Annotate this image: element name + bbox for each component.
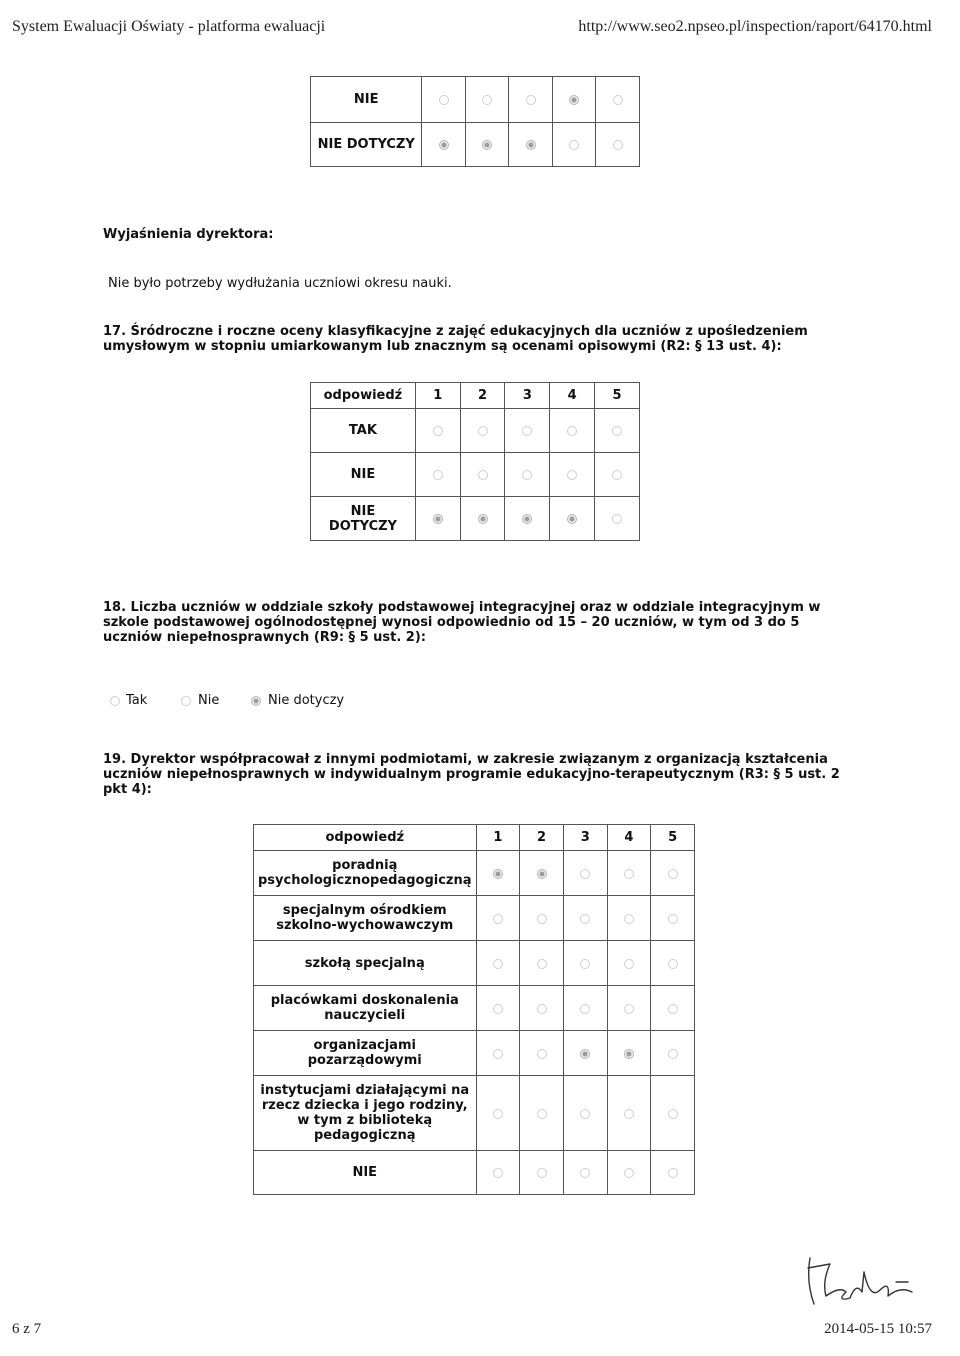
radio-1[interactable] [433, 426, 443, 436]
radio-3[interactable] [526, 95, 536, 105]
radio-5[interactable] [668, 1049, 678, 1059]
q16-row-label: NIE DOTYCZY [311, 123, 422, 167]
page-header-title: System Ewaluacji Oświaty - platforma ewaluacji [12, 18, 326, 35]
print-datetime: 2014-05-15 10:57 [824, 1321, 932, 1337]
radio-3[interactable] [522, 470, 532, 480]
radio-1[interactable] [493, 1109, 503, 1119]
radio-1[interactable] [493, 1004, 503, 1014]
radio-1[interactable] [439, 140, 449, 150]
radio-4[interactable] [624, 959, 634, 969]
col-header-2: 2 [520, 825, 564, 851]
col-header-answer: odpowiedź [254, 825, 477, 851]
q18-radio-nie-dotyczy[interactable] [251, 696, 261, 706]
radio-1[interactable] [493, 914, 503, 924]
q18-radio-tak[interactable] [110, 696, 120, 706]
radio-3[interactable] [580, 869, 590, 879]
radio-5[interactable] [613, 140, 623, 150]
radio-4[interactable] [624, 1168, 634, 1178]
radio-5[interactable] [668, 1168, 678, 1178]
col-header-5: 5 [595, 383, 640, 409]
radio-3[interactable] [580, 1004, 590, 1014]
radio-2[interactable] [478, 470, 488, 480]
q19-text-line2: uczniów niepełnosprawnych w indywidualnym programie edukacyjno-terapeutycznym (R3: § 5 ust. 2 [103, 767, 840, 782]
col-header-1: 1 [415, 383, 460, 409]
radio-3[interactable] [580, 959, 590, 969]
col-header-5: 5 [651, 825, 695, 851]
radio-2[interactable] [537, 1109, 547, 1119]
q19-row-label: instytucjami działającymi na rzecz dziecka i jego rodziny, w tym z biblioteką pedagogiczną [254, 1076, 477, 1151]
q18-option-tak: Tak [126, 693, 148, 708]
radio-4[interactable] [624, 1109, 634, 1119]
q18-text-line1: 18. Liczba uczniów w oddziale szkoły podstawowej integracyjnej oraz w oddziale integracyjnym w [103, 600, 821, 615]
radio-3[interactable] [580, 914, 590, 924]
radio-2[interactable] [482, 140, 492, 150]
radio-4[interactable] [624, 1004, 634, 1014]
radio-3[interactable] [580, 1168, 590, 1178]
col-header-1: 1 [476, 825, 520, 851]
radio-4[interactable] [624, 914, 634, 924]
q17-row-label: TAK [311, 409, 416, 453]
q19-row-label: szkołą specjalną [254, 941, 477, 986]
radio-5[interactable] [668, 869, 678, 879]
radio-2[interactable] [482, 95, 492, 105]
radio-2[interactable] [537, 869, 547, 879]
q19-row-label: NIE [254, 1151, 477, 1195]
q17-row-label: NIE [311, 453, 416, 497]
q19-row-label: organizacjami pozarządowymi [254, 1031, 477, 1076]
handwritten-signature [800, 1252, 920, 1312]
radio-5[interactable] [612, 514, 622, 524]
q17-text-line2: umysłowym w stopniu umiarkowanym lub znacznym są ocenami opisowymi (R2: § 13 ust. 4): [103, 339, 782, 354]
col-header-3: 3 [563, 825, 607, 851]
col-header-3: 3 [505, 383, 550, 409]
radio-2[interactable] [537, 959, 547, 969]
q19-text-line1: 19. Dyrektor współpracował z innymi podmiotami, w zakresie związanym z organizacją kształcenia [103, 752, 828, 767]
col-header-4: 4 [607, 825, 651, 851]
radio-2[interactable] [478, 426, 488, 436]
radio-3[interactable] [580, 1109, 590, 1119]
radio-5[interactable] [668, 914, 678, 924]
radio-3[interactable] [522, 426, 532, 436]
radio-4[interactable] [567, 514, 577, 524]
radio-5[interactable] [612, 470, 622, 480]
q16-answer-table [310, 76, 640, 167]
radio-4[interactable] [569, 95, 579, 105]
q19-answer-table [253, 824, 695, 1195]
page-header-url: http://www.seo2.npseo.pl/inspection/raport/64170.html [578, 18, 932, 35]
q18-radio-nie[interactable] [181, 696, 191, 706]
explanation-heading: Wyjaśnienia dyrektora: [103, 227, 274, 242]
radio-4[interactable] [567, 426, 577, 436]
radio-1[interactable] [439, 95, 449, 105]
page-number: 6 z 7 [12, 1321, 42, 1337]
radio-3[interactable] [580, 1049, 590, 1059]
q19-text-line3: pkt 4): [103, 782, 152, 797]
radio-5[interactable] [612, 426, 622, 436]
radio-1[interactable] [493, 1168, 503, 1178]
radio-2[interactable] [537, 1168, 547, 1178]
col-header-4: 4 [550, 383, 595, 409]
radio-1[interactable] [433, 470, 443, 480]
radio-4[interactable] [567, 470, 577, 480]
radio-5[interactable] [668, 1004, 678, 1014]
radio-3[interactable] [526, 140, 536, 150]
radio-2[interactable] [478, 514, 488, 524]
radio-1[interactable] [493, 959, 503, 969]
radio-3[interactable] [522, 514, 532, 524]
radio-5[interactable] [668, 1109, 678, 1119]
q18-option-nie: Nie [198, 693, 220, 708]
radio-5[interactable] [668, 959, 678, 969]
radio-1[interactable] [433, 514, 443, 524]
q19-row-label: placówkami doskonalenia nauczycieli [254, 986, 477, 1031]
q18-text-line2: szkole podstawowej ogólnodostępnej wynosi odpowiednio od 15 – 20 uczniów, w tym od 3 do 5 [103, 615, 800, 630]
radio-4[interactable] [624, 1049, 634, 1059]
q19-row-label: specjalnym ośrodkiem szkolno-wychowawczym [254, 896, 477, 941]
q17-row-label: NIE DOTYCZY [311, 497, 416, 541]
col-header-2: 2 [460, 383, 505, 409]
radio-1[interactable] [493, 1049, 503, 1059]
col-header-answer: odpowiedź [311, 383, 416, 409]
radio-4[interactable] [569, 140, 579, 150]
radio-1[interactable] [493, 869, 503, 879]
radio-2[interactable] [537, 1049, 547, 1059]
radio-5[interactable] [613, 95, 623, 105]
q19-row-label: poradnią psychologicznopedagogiczną [254, 851, 477, 896]
radio-4[interactable] [624, 869, 634, 879]
q17-text-line1: 17. Śródroczne i roczne oceny klasyfikacyjne z zajęć edukacyjnych dla uczniów z upośledzeniem [103, 324, 808, 339]
radio-2[interactable] [537, 914, 547, 924]
q18-text-line3: uczniów niepełnosprawnych (R9: § 5 ust. 2): [103, 630, 426, 645]
q16-row-label: NIE [311, 77, 422, 123]
q17-answer-table [310, 382, 640, 541]
q18-option-nie-dotyczy: Nie dotyczy [268, 693, 345, 708]
radio-2[interactable] [537, 1004, 547, 1014]
explanation-text: Nie było potrzeby wydłużania uczniowi okresu nauki. [108, 276, 452, 291]
